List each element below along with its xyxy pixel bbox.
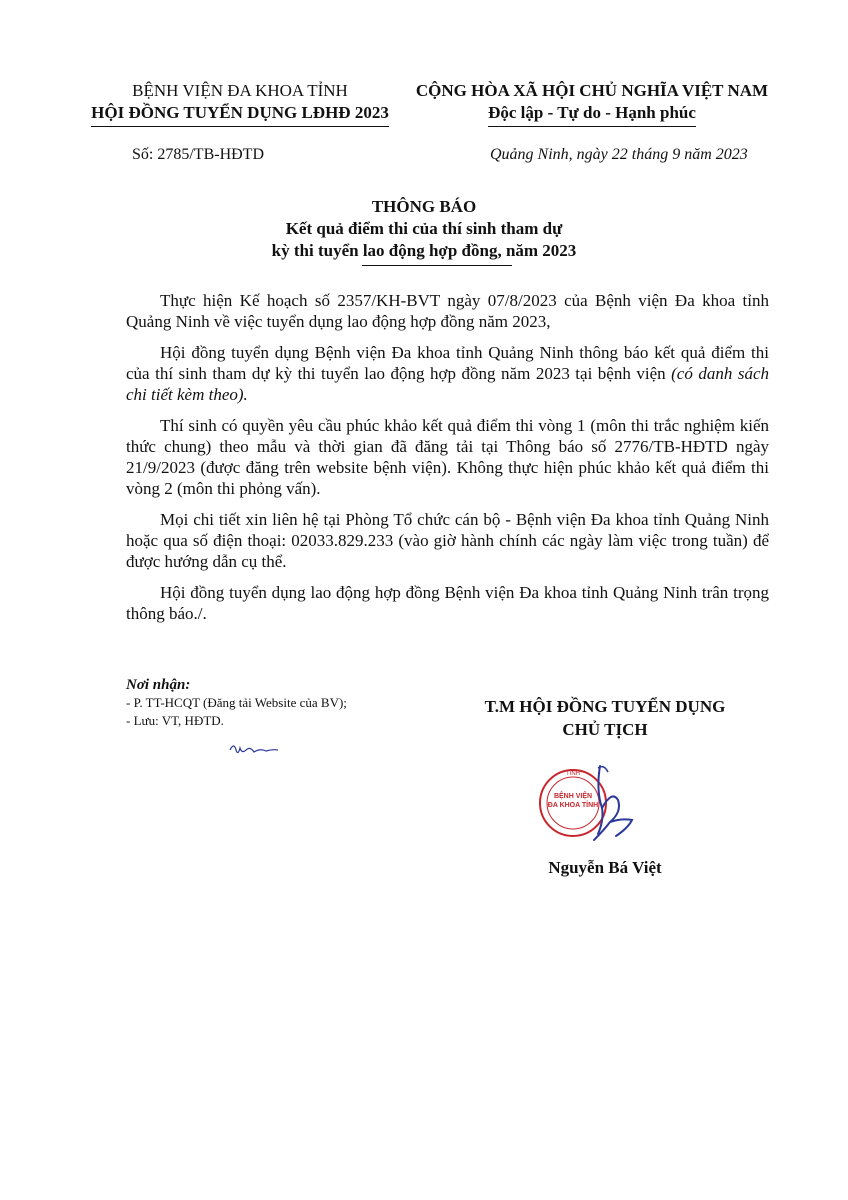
- signer-name: Nguyễn Bá Việt: [548, 858, 662, 877]
- title-divider: [362, 265, 512, 266]
- attachment-note: (có danh sách chi tiết kèm theo).: [126, 364, 769, 404]
- signer-title: CHỦ TỊCH: [562, 720, 648, 739]
- document-body: [126, 290, 769, 634]
- nation-name: CỘNG HÒA XÃ HỘI CHỦ NGHĨA VIỆT NAM: [415, 81, 769, 100]
- place-date: Quảng Ninh, ngày 22 tháng 9 năm 2023: [490, 146, 748, 163]
- paragraph-4: Mọi chi tiết xin liên hệ tại Phòng Tổ chức cán bộ - Bệnh viện Đa khoa tỉnh Quảng Ninh hoặc qua số điện thoại: 02033.829.233 (vào giờ hành chính các ngày làm việc trong tuần) để được hướng dẫn cụ thể.: [126, 510, 769, 571]
- recipient-item: - Lưu: VT, HĐTD.: [126, 713, 224, 728]
- initial-mark-icon: [228, 740, 280, 760]
- recipients-label: Nơi nhận:: [126, 677, 191, 693]
- national-motto: Độc lập - Tự do - Hạnh phúc: [488, 102, 696, 127]
- document-title: [0, 196, 848, 264]
- paragraph-5: Hội đồng tuyển dụng lao động hợp đồng Bệnh viện Đa khoa tỉnh Quảng Ninh trân trọng thông báo./.: [126, 583, 769, 623]
- title-sub2: kỳ thi tuyển lao động hợp đồng, năm 2023: [271, 241, 577, 260]
- title-main: THÔNG BÁO: [371, 197, 477, 216]
- national-heading: [392, 80, 792, 127]
- signer-role: T.M HỘI ĐỒNG TUYỂN DỤNG: [484, 697, 726, 716]
- issuer-block: [60, 80, 420, 127]
- stamp-text: BỆNH VIỆN ĐA KHOA TỈNH: [547, 793, 599, 809]
- paragraph-3: Thí sinh có quyền yêu cầu phúc khảo kết quả điểm thi vòng 1 (môn thi trắc nghiệm kiến thức chung) theo mẫu và thời gian đã đăng tải tại Thông báo số 2776/TB-HĐTD ngày 21/9/2023 (được đăng trên website bệnh viện). Không thực hiện phúc khảo kết quả điểm thi vòng 2 (môn thi phỏng vấn).: [126, 416, 769, 498]
- handwritten-signature-icon: [582, 760, 662, 850]
- issuer-org: BỆNH VIỆN ĐA KHOA TỈNH: [132, 81, 348, 100]
- title-sub1: Kết quả điểm thi của thí sinh tham dự: [285, 219, 563, 238]
- stamp-ring-text: TỈNH: [566, 771, 580, 777]
- paragraph-2: Hội đồng tuyển dụng Bệnh viện Đa khoa tỉnh Quảng Ninh thông báo kết quả điểm thi của thí sinh tham dự kỳ thi tuyển lao động hợp đồng năm 2023 tại bệnh viện (có danh sách chi tiết kèm theo).: [126, 343, 769, 404]
- recipient-item: - P. TT-HCQT (Đăng tải Website của BV);: [126, 695, 347, 710]
- issuer-council: HỘI ĐỒNG TUYỂN DỤNG LĐHĐ 2023: [91, 102, 389, 127]
- recipients-block: [126, 676, 347, 730]
- document-number: Số: 2785/TB-HĐTD: [132, 146, 264, 163]
- signature-block: [450, 695, 760, 741]
- paragraph-1: Thực hiện Kế hoạch số 2357/KH-BVT ngày 07/8/2023 của Bệnh viện Đa khoa tỉnh Quảng Ninh về việc tuyển dụng lao động hợp đồng năm 2023,: [126, 291, 769, 331]
